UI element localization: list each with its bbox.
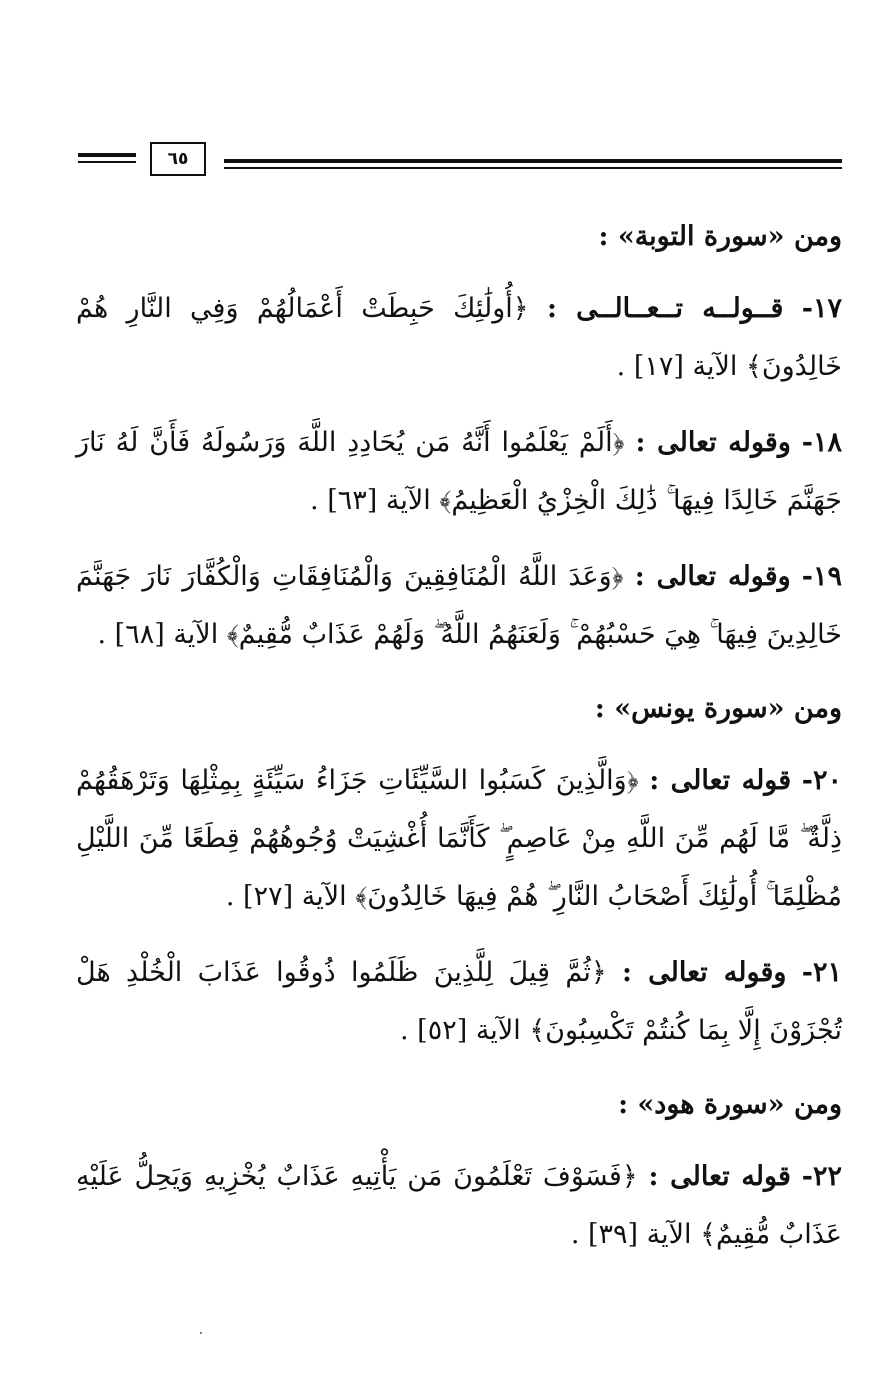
- verse-reference: الآية [٣٩] .: [570, 1219, 692, 1250]
- entry-number: ٢٢-: [801, 1161, 842, 1192]
- header-rule-long: [224, 159, 842, 169]
- entry-19: [76, 548, 842, 664]
- verse-reference: الآية [٦٨] .: [97, 619, 219, 650]
- entry-number: ٢٠-: [801, 765, 842, 796]
- entry-number: ١٨-: [801, 427, 842, 458]
- entry-intro: قوله تعالى :: [649, 765, 792, 796]
- quran-verse: ثُمَّ قِيلَ لِلَّذِينَ ظَلَمُوا ذُوقُوا عَذَابَ الْخُلْدِ هَلْ تُجْزَوْنَ إِلَّا بِمَا كُنتُمْ تَكْسِبُونَ: [76, 957, 842, 1046]
- entry-17: [76, 280, 842, 396]
- verse-open-bracket: ﴿: [612, 427, 625, 458]
- section-heading-yunus: ومن «سورة يونس» :: [594, 693, 842, 724]
- quran-verse: وَعَدَ اللَّهُ الْمُنَافِقِينَ وَالْمُنَافِقَاتِ وَالْكُفَّارَ نَارَ جَهَنَّمَ خَالِدِينَ فِيهَا ۚ هِيَ حَسْبُهُمْ ۚ وَلَعَنَهُمُ اللَّهُ ۖ وَلَهُمْ عَذَابٌ مُّقِيمٌ: [76, 561, 842, 650]
- page-body: [76, 208, 842, 1264]
- verse-close-bracket: ﴾: [529, 1015, 546, 1046]
- entry-18: [76, 414, 842, 530]
- verse-close-bracket: ﴾: [355, 881, 368, 912]
- verse-open-bracket: ﴿: [611, 561, 624, 592]
- scan-speck: [200, 1332, 202, 1334]
- entry-intro: وقوله تعالى :: [622, 957, 787, 988]
- verse-reference: الآية [٢٧] .: [225, 881, 347, 912]
- entry-intro: وقوله تعالى :: [635, 427, 791, 458]
- quran-verse: فَسَوْفَ تَعْلَمُونَ مَن يَأْتِيهِ عَذَابٌ يُخْزِيهِ وَيَحِلُّ عَلَيْهِ عَذَابٌ مُّقِيمٌ: [76, 1161, 842, 1250]
- verse-open-bracket: ﴿: [590, 957, 607, 988]
- verse-open-bracket: ﴿: [512, 293, 529, 324]
- verse-close-bracket: ﴾: [700, 1219, 716, 1250]
- section-heading-hud: ومن «سورة هود» :: [618, 1089, 842, 1120]
- verse-close-bracket: ﴾: [439, 485, 452, 516]
- verse-close-bracket: ﴾: [745, 351, 762, 382]
- entry-21: [76, 944, 842, 1060]
- section-heading-tawbah: ومن «سورة التوبة» :: [598, 221, 842, 252]
- verse-reference: الآية [٥٢] .: [400, 1015, 521, 1046]
- verse-reference: الآية [٦٣] .: [310, 485, 431, 516]
- verse-open-bracket: ﴿: [626, 765, 639, 796]
- entry-22: [76, 1148, 842, 1264]
- entry-intro: وقوله تعالى :: [634, 561, 791, 592]
- entry-number: ٢١-: [801, 957, 842, 988]
- verse-reference: الآية [١٧] .: [616, 351, 738, 382]
- entry-number: ١٧-: [801, 293, 842, 324]
- quran-verse: أُولَٰئِكَ حَبِطَتْ أَعْمَالُهُمْ وَفِي النَّارِ هُمْ خَالِدُونَ: [76, 293, 842, 382]
- entry-intro: قوله تعالى :: [648, 1161, 791, 1192]
- page-number: ٦٥: [150, 142, 206, 176]
- entry-intro: قــولــه تــعــالــى :: [546, 293, 784, 324]
- verse-open-bracket: ﴿: [621, 1161, 638, 1192]
- entry-20: [76, 752, 842, 926]
- quran-verse: أَلَمْ يَعْلَمُوا أَنَّهُ مَن يُحَادِدِ اللَّهَ وَرَسُولَهُ فَأَنَّ لَهُ نَارَ جَهَنَّمَ خَالِدًا فِيهَا ۚ ذَٰلِكَ الْخِزْيُ الْعَظِيمُ: [76, 427, 842, 516]
- header-rule-short: [78, 153, 136, 163]
- quran-verse: وَالَّذِينَ كَسَبُوا السَّيِّئَاتِ جَزَاءُ سَيِّئَةٍ بِمِثْلِهَا وَتَرْهَقُهُمْ ذِلَّةٌ ۖ مَّا لَهُم مِّنَ اللَّهِ مِنْ عَاصِمٍ ۖ كَأَنَّمَا أُغْشِيَتْ وُجُوهُهُمْ قِطَعًا مِّنَ اللَّيْلِ مُظْلِمًا ۚ أُولَٰئِكَ أَصْحَابُ النَّارِ ۖ هُمْ فِيهَا خَالِدُونَ: [76, 765, 842, 912]
- verse-close-bracket: ﴾: [226, 619, 239, 650]
- entry-number: ١٩-: [801, 561, 842, 592]
